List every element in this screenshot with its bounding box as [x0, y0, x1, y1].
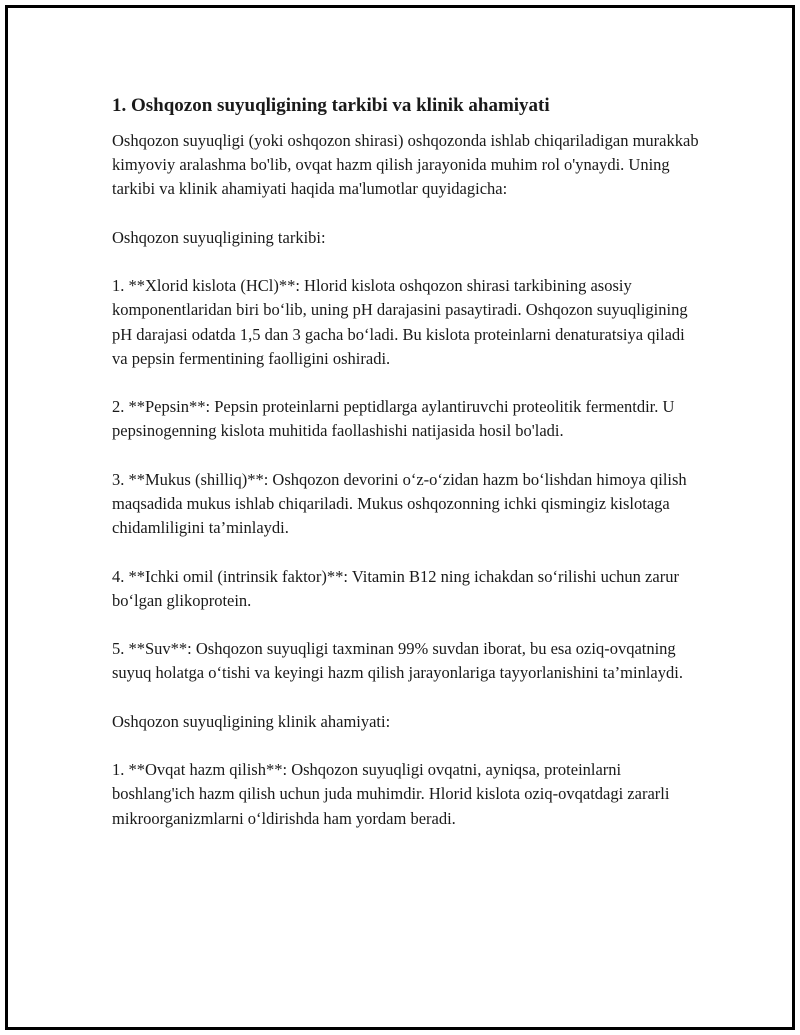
list-item-mucus: 3. **Mukus (shilliq)**: Oshqozon devorini o‘z-o‘zidan hazm bo‘lishdan himoya qilish maqsadida mukus ishlab chiqariladi. Mukus oshqozonning ichki qismingiz kislotaga chidamliligini ta’minlaydi. — [112, 469, 687, 538]
document-title: 1. Oshqozon suyuqligining tarkibi va klinik ahamiyati — [112, 95, 550, 116]
intro-paragraph: Oshqozon suyuqligi (yoki oshqozon shirasi) oshqozonda ishlab chiqariladigan murakkab kimyoviy aralashma bo'lib, ovqat hazm qilish jarayonida muhim rol o'ynaydi. Uning tarkibi va klinik ahamiyati haqida ma'lumotlar quyidagicha: — [112, 131, 699, 199]
list-item-hcl: 1. **Xlorid kislota (HCl)**: Hlorid kislota oshqozon shirasi tarkibining asosiy komponentlaridan biri bo‘lib, uning pH darajasini pasaytiradi. Oshqozon suyuqligining pH darajasi odatda 1,5 dan 3 gacha bo‘ladi. Bu kislota proteinlarni denaturatsiya qiladi va pepsin fermentining faolligini oshiradi. — [112, 276, 688, 368]
list-item-digestion: 1. **Ovqat hazm qilish**: Oshqozon suyuqligi ovqatni, ayniqsa, proteinlarni boshlang'ich hazm qilish uchun juda muhimdir. Hlorid kislota oziq-ovqatdagi zararli mikroorganizmlarni o‘ldirishda ham yordam beradi. — [112, 760, 670, 828]
clinical-heading: Oshqozon suyuqligining klinik ahamiyati: — [112, 711, 391, 731]
list-item-intrinsic-factor: 4. **Ichki omil (intrinsik faktor)**: Vitamin B12 ning ichakdan so‘rilishi uchun zarur bo‘lgan glikoprotein. — [112, 566, 679, 610]
document-body — [112, 93, 702, 855]
list-item-pepsin: 2. **Pepsin**: Pepsin proteinlarni peptidlarga aylantiruvchi proteolitik fermentdir. U pepsinogenning kislota muhitida faollashishi natijasida hosil bo'ladi. — [112, 397, 675, 441]
composition-heading: Oshqozon suyuqligining tarkibi: — [112, 227, 326, 247]
list-item-water: 5. **Suv**: Oshqozon suyuqligi taxminan 99% suvdan iborat, bu esa oziq-ovqatning suyuq holatga o‘tishi va keyingi hazm qilish jarayonlariga tayyorlanishini ta’minlaydi. — [112, 639, 683, 683]
